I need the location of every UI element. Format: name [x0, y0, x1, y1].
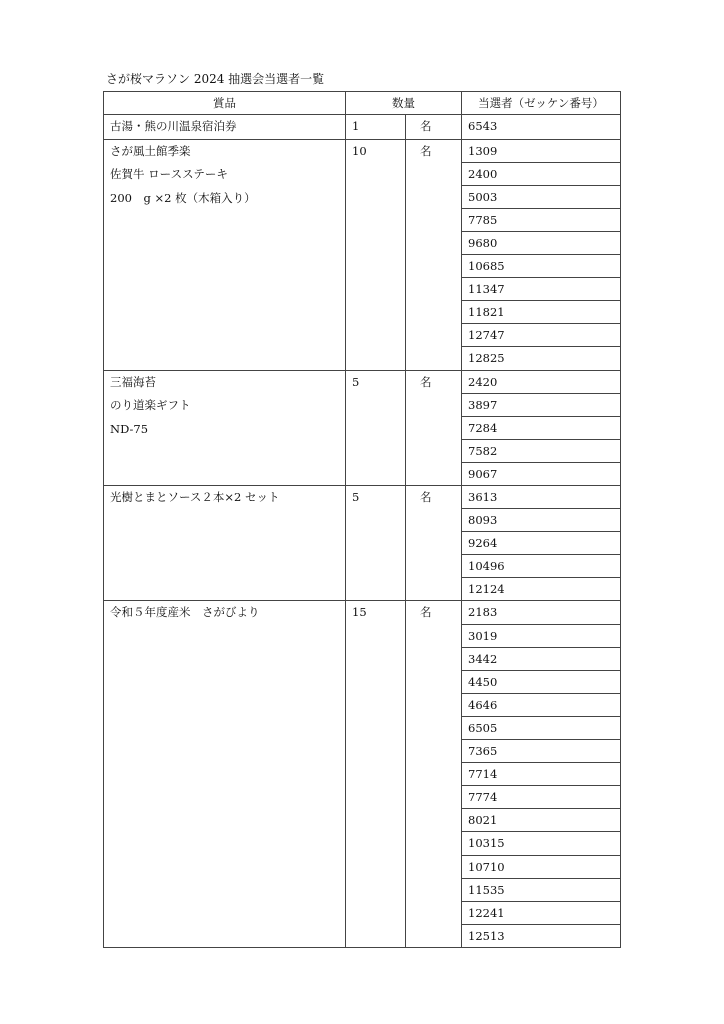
winner-number-cell: 1309: [462, 139, 621, 162]
prize-name-line: 令和５年度産米 さがびより: [110, 605, 260, 620]
quantity-cell: 15: [346, 601, 406, 947]
winner-number-cell: 2183: [462, 601, 621, 624]
winner-number-cell: 2420: [462, 370, 621, 393]
winner-number-cell: 3442: [462, 647, 621, 670]
winner-number-cell: 9264: [462, 532, 621, 555]
winner-number-cell: 10496: [462, 555, 621, 578]
winner-number-cell: 10710: [462, 855, 621, 878]
winner-number-cell: 11347: [462, 278, 621, 301]
winner-number-cell: 9680: [462, 231, 621, 254]
prize-name-cell: [104, 370, 346, 485]
winner-number-cell: 3019: [462, 624, 621, 647]
winner-number-cell: 3897: [462, 393, 621, 416]
winner-number-cell: 5003: [462, 185, 621, 208]
header-quantity: 数量: [346, 92, 462, 115]
winner-number-cell: 12241: [462, 901, 621, 924]
winner-number-cell: 9067: [462, 462, 621, 485]
prize-name-cell: [104, 486, 346, 601]
winner-number-cell: 7284: [462, 416, 621, 439]
unit-cell: 名: [406, 115, 462, 140]
winner-number-cell: 8021: [462, 809, 621, 832]
quantity-cell: 5: [346, 370, 406, 485]
winner-number-cell: 8093: [462, 509, 621, 532]
prize-name-line: 三福海苔: [110, 374, 156, 389]
prize-name-line: 佐賀牛 ロースステーキ: [110, 167, 228, 182]
prize-name-cell: [104, 601, 346, 947]
winner-number-cell: 7582: [462, 439, 621, 462]
prize-name-line: 200 g ×2 枚（木箱入り）: [110, 190, 256, 205]
winner-number-cell: 7785: [462, 208, 621, 231]
prize-name-cell: [104, 139, 346, 370]
winner-number-cell: 7365: [462, 740, 621, 763]
prize-name-line: さが風土館季楽: [110, 143, 191, 158]
winner-number-cell: 6505: [462, 716, 621, 739]
prize-name-line: 光樹とまとソース２本×2 セット: [110, 490, 280, 504]
quantity-cell: 5: [346, 486, 406, 601]
winner-number-cell: 11535: [462, 878, 621, 901]
table-header-row: [104, 92, 621, 115]
prize-name-line: ND-75: [110, 421, 149, 436]
winner-number-cell: 12747: [462, 324, 621, 347]
quantity-cell: 10: [346, 139, 406, 370]
quantity-cell: 1: [346, 115, 406, 140]
winner-number-cell: 4450: [462, 670, 621, 693]
winner-number-cell: 11821: [462, 301, 621, 324]
winner-number-cell: 7714: [462, 763, 621, 786]
winner-number-cell: 2400: [462, 162, 621, 185]
table-row: [104, 601, 621, 624]
document-title: さが桜マラソン 2024 抽選会当選者一覧: [106, 72, 325, 86]
winner-number-cell: 10685: [462, 255, 621, 278]
unit-cell: 名: [406, 601, 462, 947]
unit-cell: 名: [406, 370, 462, 485]
winner-number-cell: 12124: [462, 578, 621, 601]
unit-cell: 名: [406, 486, 462, 601]
winner-number-cell: 12513: [462, 924, 621, 947]
prize-name-line: のり道楽ギフト: [110, 398, 191, 413]
table-row: [104, 370, 621, 393]
header-winners: 当選者（ゼッケン番号）: [462, 92, 621, 115]
winner-number-cell: 4646: [462, 693, 621, 716]
winner-number-cell: 10315: [462, 832, 621, 855]
table-row: [104, 486, 621, 509]
winner-number-cell: 6543: [462, 115, 621, 140]
table-row: [104, 115, 621, 140]
winner-number-cell: 12825: [462, 347, 621, 370]
winners-table: [103, 91, 621, 948]
winner-number-cell: 7774: [462, 786, 621, 809]
table-body: [104, 115, 621, 948]
table-row: [104, 139, 621, 162]
winner-number-cell: 3613: [462, 486, 621, 509]
header-prize: 賞品: [104, 92, 346, 115]
prize-name-line: 古湯・熊の川温泉宿泊券: [110, 119, 237, 134]
unit-cell: 名: [406, 139, 462, 370]
prize-name-cell: [104, 115, 346, 140]
